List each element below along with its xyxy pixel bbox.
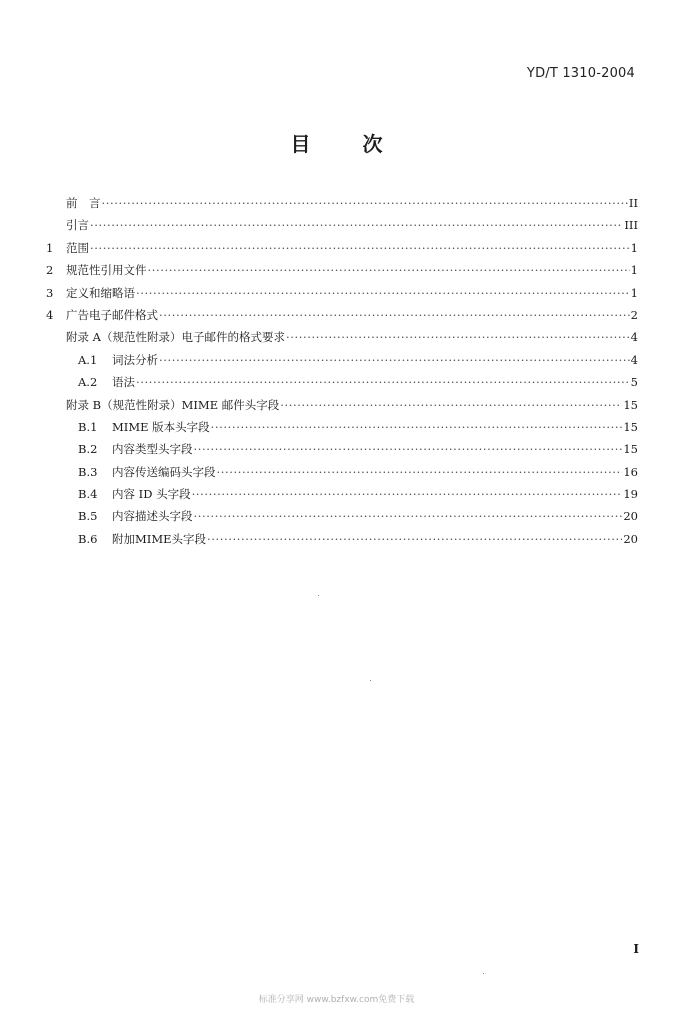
scan-speck	[370, 680, 371, 681]
toc-entry[interactable]	[46, 237, 638, 259]
toc-leader-dots	[194, 438, 623, 460]
toc-entry-label: 附录 A（规范性附录）电子邮件的格式要求	[66, 330, 285, 345]
toc-entry[interactable]	[46, 528, 638, 550]
toc-leader-dots	[207, 528, 622, 550]
toc-entry-label: 附录 B（规范性附录）MIME 邮件头字段	[66, 397, 280, 412]
toc-entry[interactable]	[46, 282, 638, 304]
toc-entry-page: 2	[630, 307, 638, 322]
toc-entry-number: A.1	[78, 352, 98, 367]
toc-entry-page: 1	[630, 285, 638, 300]
toc-entry-page: 4	[630, 330, 638, 345]
toc-entry-label: MIME 版本头字段	[112, 419, 210, 434]
toc-entry-label: 引言	[66, 218, 89, 233]
toc-entry-page: 15	[623, 442, 638, 457]
toc-entry-page: 15	[623, 419, 638, 434]
toc-entry-number: B.3	[78, 464, 98, 479]
toc-entry-page: 5	[630, 375, 638, 390]
toc-leader-dots	[217, 461, 623, 483]
toc-entry-number: 3	[46, 285, 54, 300]
toc-entry[interactable]	[46, 326, 638, 348]
scan-speck	[483, 973, 484, 974]
footer-watermark: 标准分享网 www.bzfxw.com免费下载	[258, 995, 415, 1005]
toc-entry[interactable]	[46, 371, 638, 393]
toc-leader-dots	[90, 214, 623, 236]
toc-entry-label: 内容 ID 头字段	[112, 487, 191, 502]
toc-entry-number: B.1	[78, 419, 98, 434]
toc-entry-page: 20	[623, 531, 638, 546]
toc-entry-label: 内容描述头字段	[112, 509, 193, 524]
toc-entry-page: 1	[630, 240, 638, 255]
toc-entry[interactable]	[46, 259, 638, 281]
toc-entry[interactable]	[46, 505, 638, 527]
toc-entry-number: A.2	[78, 375, 98, 390]
toc-entry-page: III	[624, 218, 638, 233]
toc-entry-number: B.2	[78, 442, 98, 457]
toc-entry-page: II	[628, 196, 638, 210]
toc-entry-label: 词法分析	[112, 352, 158, 367]
toc-entry-number: B.4	[78, 487, 98, 502]
toc-entry-label: 范围	[66, 240, 89, 255]
toc-entry-label: 规范性引用文件	[66, 263, 147, 278]
toc-leader-dots	[90, 237, 630, 259]
toc-entry-label: 内容类型头字段	[112, 442, 193, 457]
toc-leader-dots	[102, 192, 628, 214]
toc-entry-label: 广告电子邮件格式	[66, 307, 158, 322]
page-title	[0, 128, 673, 157]
toc-entry[interactable]	[46, 483, 638, 505]
toc-entry[interactable]	[46, 192, 638, 214]
toc-leader-dots	[159, 349, 630, 371]
standard-code: YD/T 1310-2004	[526, 66, 635, 81]
toc-entry[interactable]	[46, 214, 638, 236]
toc-leader-dots	[148, 259, 630, 281]
toc-entry-page: 15	[623, 397, 638, 412]
toc-entry-label: 附加MIME头字段	[112, 531, 206, 546]
toc-leader-dots	[136, 282, 630, 304]
toc-entry-number: 4	[46, 307, 54, 322]
toc-leader-dots	[194, 505, 623, 527]
toc-entry-label: 语法	[112, 375, 135, 390]
toc-entry-number: B.6	[78, 531, 98, 546]
title-char-1: 目	[290, 132, 311, 156]
toc-entry[interactable]	[46, 304, 638, 326]
toc-entry-page: 20	[623, 509, 638, 524]
toc-entry-page: 1	[630, 263, 638, 278]
toc-entry-page: 16	[623, 464, 638, 479]
toc-entry[interactable]	[46, 461, 638, 483]
toc-entry-label: 定义和缩略语	[66, 285, 135, 300]
toc-leader-dots	[211, 416, 623, 438]
toc-entry-number: 2	[46, 263, 54, 278]
toc-leader-dots	[136, 371, 630, 393]
scan-speck	[318, 595, 319, 596]
toc-entry[interactable]	[46, 394, 638, 416]
toc-leader-dots	[192, 483, 623, 505]
toc-entry-label: 前 言	[66, 196, 101, 210]
toc-entry[interactable]	[46, 349, 638, 371]
table-of-contents	[46, 192, 638, 550]
title-char-2: 次	[362, 132, 383, 156]
toc-entry-label: 内容传送编码头字段	[112, 464, 216, 479]
toc-leader-dots	[280, 394, 622, 416]
page-number: I	[633, 942, 639, 956]
toc-leader-dots	[286, 326, 630, 348]
toc-entry[interactable]	[46, 416, 638, 438]
toc-entry-number: 1	[46, 240, 54, 255]
toc-leader-dots	[159, 304, 630, 326]
toc-entry[interactable]	[46, 438, 638, 460]
toc-entry-number: B.5	[78, 509, 98, 524]
toc-entry-page: 19	[623, 487, 638, 502]
toc-entry-page: 4	[630, 352, 638, 367]
